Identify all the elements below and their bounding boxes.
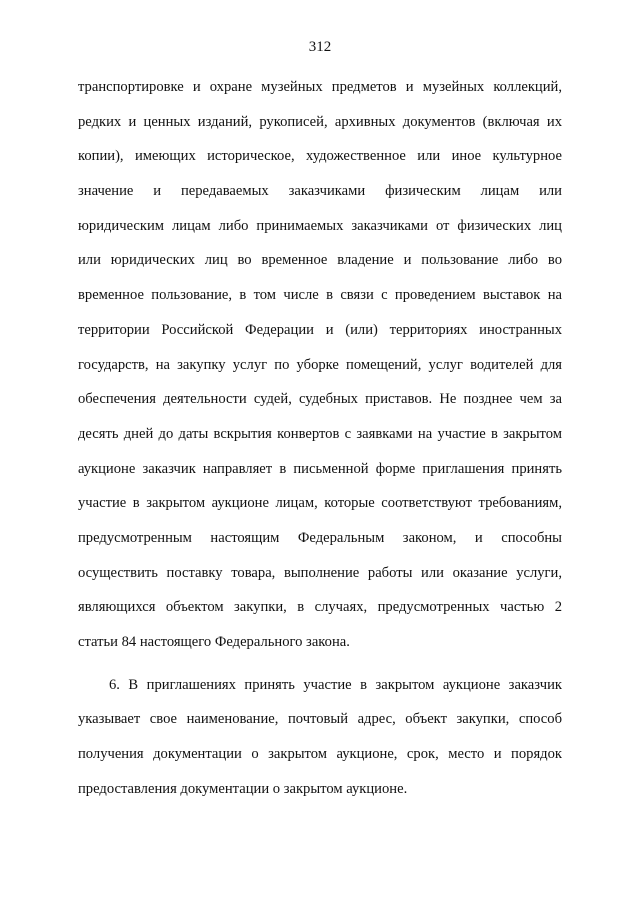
text-line: временное пользование, в том числе в связи с проведением выставок на [78, 287, 562, 304]
text-line: десять дней до даты вскрытия конвертов с заявками на участие в закрытом [78, 425, 562, 442]
text-line: обеспечения деятельности судей, судебных приставов. Не позднее чем за [78, 391, 562, 408]
text-line: редких и ценных изданий, рукописей, архивных документов (включая их [78, 113, 562, 130]
text-line: 6. В приглашениях принять участие в закрытом аукционе заказчик [109, 676, 562, 693]
text-line: или юридических лиц во временное владение и пользование либо во [78, 252, 562, 269]
document-text [78, 70, 562, 806]
text-line: юридическим лицам либо принимаемых заказчиками от физических лиц [78, 217, 562, 234]
text-line: копии), имеющих историческое, художественное или иное культурное [78, 148, 562, 165]
paragraph-gap [78, 660, 562, 668]
text-line: предусмотренным настоящим Федеральным законом, и способны [78, 529, 562, 546]
text-line: транспортировке и охране музейных предметов и музейных коллекций, [78, 79, 562, 95]
paragraph-1 [78, 70, 562, 660]
text-line: территории Российской Федерации и (или) территориях иностранных [78, 321, 562, 338]
page-number: 312 [308, 39, 332, 55]
text-line: являющихся объектом закупки, в случаях, предусмотренных частью 2 [78, 599, 562, 616]
text-line: предоставления документации о закрытом аукционе. [78, 780, 408, 797]
text-line: осуществить поставку товара, выполнение работы или оказание услуги, [78, 564, 562, 581]
text-line: участие в закрытом аукционе лицам, которые соответствуют требованиям, [78, 495, 562, 512]
text-line: получения документации о закрытом аукционе, срок, место и порядок [78, 746, 562, 763]
text-line: указывает свое наименование, почтовый адрес, объект закупки, способ [78, 711, 562, 728]
text-line: государств, на закупку услуг по уборке помещений, услуг водителей для [78, 356, 562, 373]
text-line: значение и передаваемых заказчиками физическим лицам или [78, 183, 562, 200]
paragraph-2 [78, 668, 562, 807]
text-line: аукционе заказчик направляет в письменной форме приглашения принять [78, 460, 562, 477]
text-line: статьи 84 настоящего Федерального закона. [78, 634, 350, 650]
